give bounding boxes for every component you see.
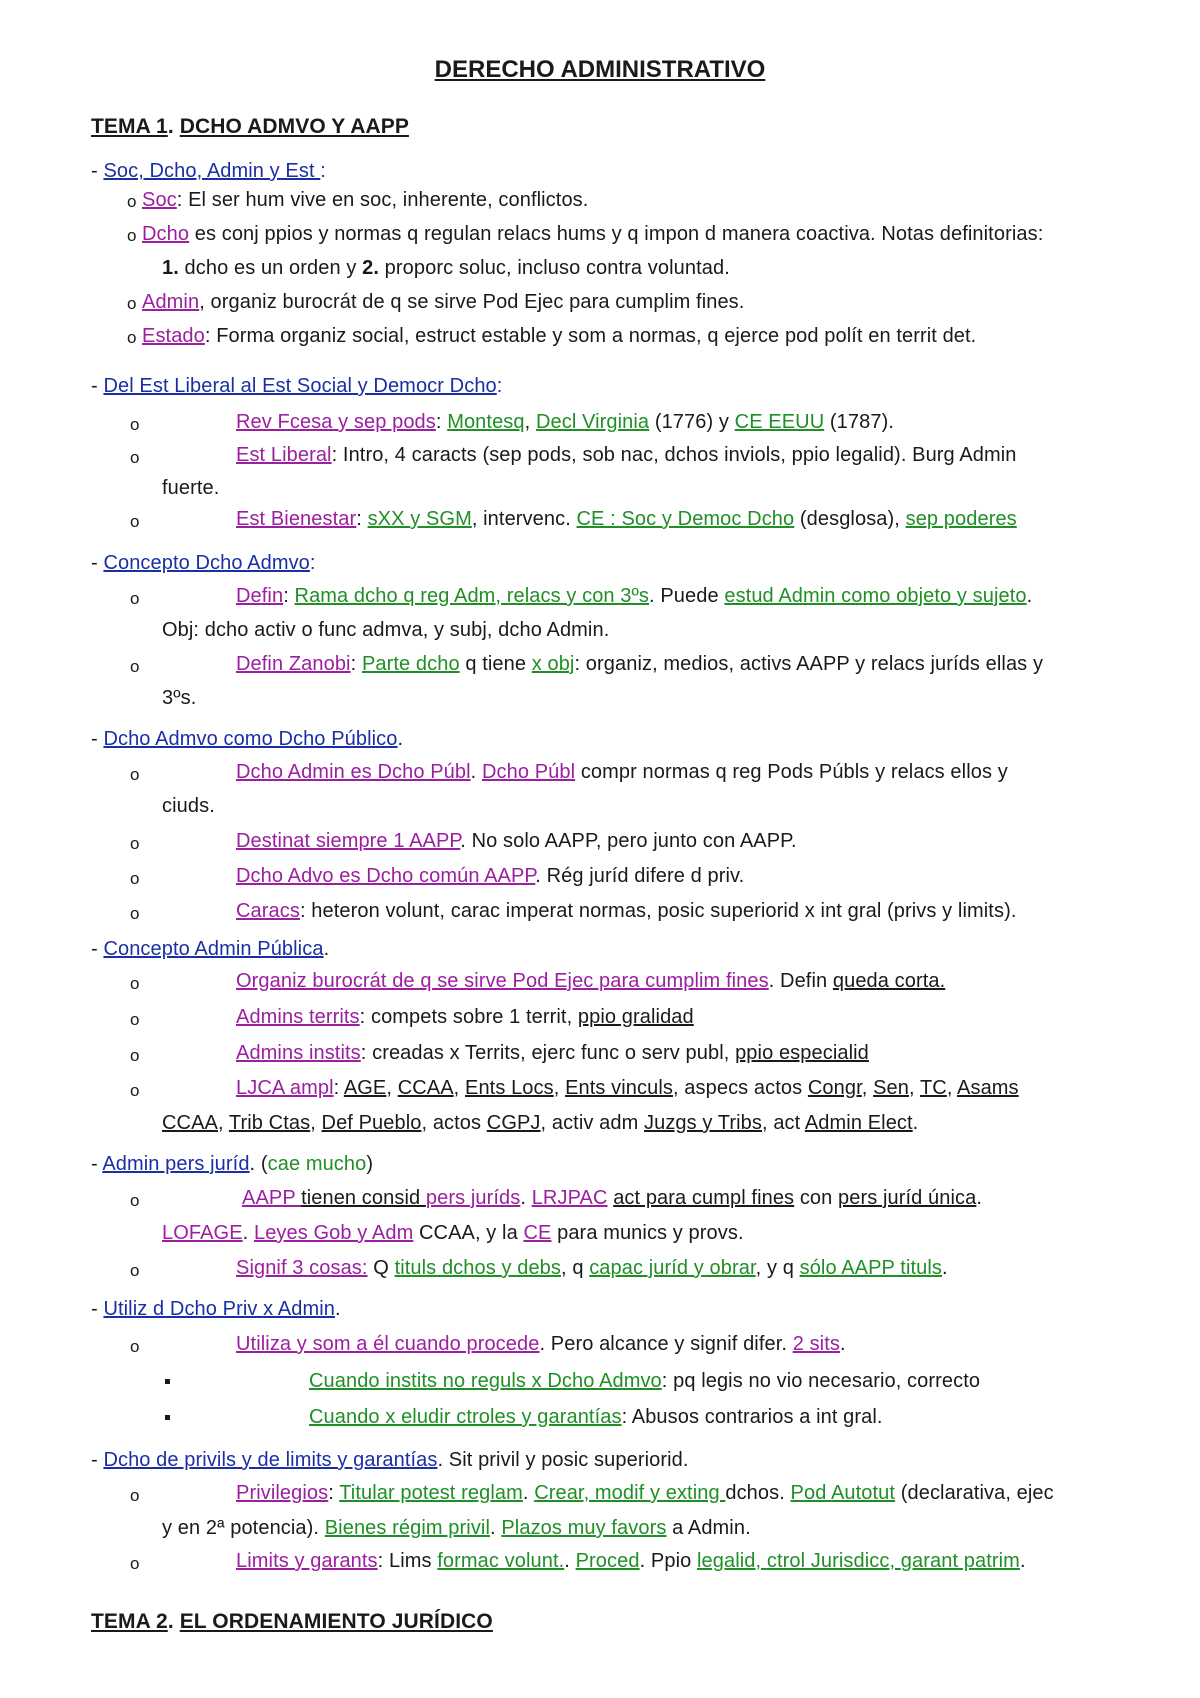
underlined-text: Ents vinculs <box>565 1077 673 1099</box>
text: : creadas x Territs, ejerc func o serv publ, <box>360 1042 736 1064</box>
circle-bullet: o <box>130 1337 140 1356</box>
text: . Defin <box>768 970 833 992</box>
term-link[interactable]: Cuando x eludir ctroles y garantías <box>309 1406 622 1428</box>
circle-bullet: o <box>130 1191 140 1210</box>
tema-2-number: TEMA 2 <box>91 1610 168 1633</box>
square-bullet <box>165 1415 170 1420</box>
tema-2-heading <box>91 1610 493 1634</box>
list-item-continuation <box>162 1516 751 1540</box>
term-link[interactable]: Est Bienestar <box>236 508 357 530</box>
section-utiliz-dcho-priv <box>91 1297 341 1321</box>
dash-bullet: - <box>91 728 98 750</box>
term-link[interactable]: Leyes Gob y Adm <box>253 1222 414 1244</box>
section-admin-pers-jurid <box>91 1152 373 1176</box>
list-item <box>236 410 894 434</box>
term-link[interactable]: Privilegios <box>236 1482 329 1504</box>
text: y en 2ª potencia). <box>162 1517 325 1539</box>
term-link[interactable]: Utiliza y som a él cuando procede <box>236 1333 540 1355</box>
term-link[interactable]: Estado <box>142 325 205 347</box>
text: . <box>242 1222 254 1244</box>
term-link[interactable]: Crear, modif y exting <box>534 1482 726 1504</box>
circle-bullet: o <box>130 589 140 608</box>
text: dchos. <box>725 1482 791 1504</box>
circle-bullet: o <box>130 657 140 676</box>
section-concepto-admin-publica <box>91 937 329 961</box>
section-link[interactable]: Del Est Liberal al Est Social y Democr Dcho <box>103 375 497 397</box>
circle-bullet: o <box>130 869 140 888</box>
term-link[interactable]: Admin <box>142 291 200 313</box>
circle-bullet: o <box>130 1261 140 1280</box>
circle-bullet: o <box>130 1554 140 1573</box>
text: . No solo AAPP, pero junto con AAPP. <box>460 830 797 852</box>
item-text: , organiz burocrát de q se sirve Pod Ejec para cumplim fines. <box>199 291 745 313</box>
term-link[interactable]: sep poderes <box>905 508 1017 530</box>
section-link[interactable]: Admin pers juríd <box>102 1153 250 1175</box>
list-item <box>236 829 797 853</box>
circle-bullet: o <box>127 226 137 245</box>
underlined-text: Sen <box>873 1077 909 1099</box>
list-item <box>142 324 976 348</box>
term-link[interactable]: Admins instits <box>236 1042 361 1064</box>
term-link[interactable]: Proced <box>575 1550 640 1572</box>
underlined-text: pers juríd única <box>838 1187 977 1209</box>
text: : pq legis no vio necesario, correcto <box>661 1370 981 1392</box>
list-item-continuation <box>162 1221 744 1245</box>
text: , act <box>762 1112 805 1134</box>
term-link[interactable]: Rev Fcesa y sep pods <box>236 411 436 433</box>
underlined-text: TC <box>919 1077 947 1099</box>
list-item <box>236 864 744 888</box>
term-link[interactable]: Defin <box>236 585 284 607</box>
term-link[interactable]: pers juríds <box>425 1187 521 1209</box>
underlined-text: Def Pueblo <box>321 1112 422 1134</box>
text: , intervenc. <box>471 508 577 530</box>
underlined-text: CGPJ <box>486 1112 541 1134</box>
note-text: cae mucho <box>267 1153 367 1175</box>
text: : <box>356 508 368 530</box>
term-link[interactable]: Admins territs <box>236 1006 360 1028</box>
tema-1-name: DCHO ADMVO Y AAPP <box>179 115 409 138</box>
text: Q <box>367 1257 395 1279</box>
underlined-text: Trib Ctas <box>228 1112 311 1134</box>
text: . Ppio <box>639 1550 697 1572</box>
text: , <box>453 1077 465 1099</box>
text: (declarativa, ejec <box>895 1482 1054 1504</box>
text: (1776) y <box>649 411 735 433</box>
list-item-continuation: 3ºs. <box>162 687 197 709</box>
square-bullet <box>165 1379 170 1384</box>
section-link[interactable]: Concepto Admin Pública <box>103 938 324 960</box>
underlined-text: Congr <box>807 1077 862 1099</box>
term-link[interactable]: LRJPAC <box>531 1187 608 1209</box>
text: . Puede <box>649 585 725 607</box>
text: : <box>350 653 362 675</box>
text: a Admin. <box>666 1517 751 1539</box>
underlined-text: ppio gralidad <box>577 1006 694 1028</box>
term-link[interactable]: Dcho Públ <box>481 761 576 783</box>
dash-bullet: - <box>91 160 98 182</box>
circle-bullet: o <box>130 415 140 434</box>
text: . <box>564 1550 576 1572</box>
list-item <box>236 1332 846 1356</box>
text: con <box>794 1187 839 1209</box>
underlined-text: queda corta. <box>832 970 946 992</box>
text: . <box>470 761 482 783</box>
underlined-text: CCAA <box>162 1112 218 1134</box>
term-link[interactable]: x obj <box>531 653 575 675</box>
section-link[interactable]: Concepto Dcho Admvo <box>103 552 310 574</box>
term-link[interactable]: AAPP <box>242 1187 302 1209</box>
text: : <box>333 1077 344 1099</box>
term-link[interactable]: ctrol Jurisdicc, <box>766 1550 901 1572</box>
text: : Abusos contrarios a int gral. <box>621 1406 883 1428</box>
circle-bullet: o <box>130 1046 140 1065</box>
text: . <box>942 1257 948 1279</box>
text: : Lims <box>377 1550 438 1572</box>
text: . Pero alcance y signif difer. <box>539 1333 793 1355</box>
underlined-text: ppio especialid <box>735 1042 869 1064</box>
list-item <box>236 899 1016 923</box>
underlined-text: Admin Elect <box>804 1112 913 1134</box>
term-link[interactable]: Dcho <box>142 223 190 245</box>
tema-1-number: TEMA 1 <box>91 115 168 138</box>
list-item <box>242 1186 982 1210</box>
list-item <box>236 1005 694 1029</box>
dot: . <box>335 1298 341 1320</box>
dash-bullet: - <box>91 1449 98 1471</box>
circle-bullet: o <box>130 1486 140 1505</box>
text: : <box>435 411 448 433</box>
text: . <box>839 1333 846 1355</box>
underlined-text: Asams <box>957 1077 1019 1099</box>
circle-bullet: o <box>130 448 140 467</box>
text: , activ adm <box>540 1112 644 1134</box>
section-est-liberal-social <box>91 374 502 398</box>
term-link[interactable]: capac juríd y obrar <box>589 1257 756 1279</box>
dash-bullet: - <box>91 375 98 397</box>
item-text: proporc soluc, incluso contra voluntad. <box>379 257 730 279</box>
section-dcho-admvo-publico <box>91 727 403 751</box>
section-link[interactable]: Soc, Dcho, Admin y Est <box>103 160 321 182</box>
term-link[interactable]: Titular potest reglam <box>339 1482 523 1504</box>
text: , <box>217 1112 229 1134</box>
term-link[interactable]: Dcho Admin es Dcho Públ <box>236 761 471 783</box>
term-link[interactable]: CE : Soc y Democ Dcho <box>576 508 795 530</box>
term-link[interactable]: Caracs <box>236 900 300 922</box>
text: . <box>490 1517 502 1539</box>
text: : Intro, 4 caracts (sep pods, sob nac, dchos inviols, ppio legalid). Burg Admin <box>331 444 1017 466</box>
text: , <box>524 411 536 433</box>
text: , y q <box>755 1257 800 1279</box>
term-link[interactable]: estud Admin como objeto y sujeto <box>724 585 1027 607</box>
section-link[interactable]: Dcho de privils y de limits y garantías <box>103 1449 438 1471</box>
text: : <box>283 585 295 607</box>
term-link[interactable]: 2 sits <box>792 1333 840 1355</box>
text: . Sit privil y posic superiorid. <box>437 1449 689 1471</box>
text: , <box>553 1077 566 1099</box>
dot: . <box>397 728 404 750</box>
section-dcho-privils-limits <box>91 1448 689 1472</box>
term-link[interactable]: Cuando instits no reguls x Dcho Admvo <box>309 1370 662 1392</box>
number: 1. <box>162 257 179 279</box>
circle-bullet: o <box>127 294 137 313</box>
list-item <box>236 507 1017 531</box>
underlined-text: act para cumpl fines <box>613 1187 795 1209</box>
text: , actos <box>421 1112 487 1134</box>
dash-bullet: - <box>91 1153 98 1175</box>
term-link[interactable]: Montesq <box>447 411 525 433</box>
circle-bullet: o <box>130 834 140 853</box>
text: , <box>908 1077 920 1099</box>
term-link[interactable]: Parte dcho <box>361 653 460 675</box>
text: . <box>522 1482 535 1504</box>
circle-bullet: o <box>127 192 137 211</box>
number: 2. <box>362 257 380 279</box>
underlined-text: AGE <box>343 1077 387 1099</box>
sub-list-item <box>309 1405 883 1429</box>
list-item-continuation: Obj: dcho activ o func admva, y subj, dcho Admin. <box>162 619 610 641</box>
text: , <box>310 1112 322 1134</box>
text: , <box>946 1077 958 1099</box>
term-link[interactable]: sólo AAPP tituls <box>799 1257 943 1279</box>
tema-1-heading <box>91 115 409 139</box>
item-text: : El ser hum vive en soc, inherente, conflictos. <box>176 189 589 211</box>
list-item <box>236 1549 1026 1573</box>
dash-bullet: - <box>91 938 98 960</box>
item-text: es conj ppios y normas q regulan relacs hums y q impon d manera coactiva. Notas definitorias: <box>189 223 1044 245</box>
list-item <box>236 969 945 993</box>
text: (desglosa), <box>794 508 906 530</box>
term-link[interactable]: Organiz burocrát de q se sirve Pod Ejec para cumplim fines <box>236 970 769 992</box>
list-item-continuation <box>162 256 730 280</box>
list-item <box>236 1481 1054 1505</box>
term-link[interactable]: Destinat siempre 1 AAPP <box>236 830 461 852</box>
circle-bullet: o <box>130 904 140 923</box>
term-link[interactable]: Signif 3 cosas: <box>236 1257 368 1279</box>
term-link[interactable]: CE <box>523 1222 552 1244</box>
text: , <box>861 1077 874 1099</box>
list-item <box>236 652 1043 676</box>
list-item <box>142 188 588 212</box>
sub-list-item <box>309 1369 980 1393</box>
list-item <box>236 584 1032 608</box>
text: . <box>912 1112 919 1134</box>
term-link[interactable]: Pod Autotut <box>790 1482 896 1504</box>
text: ) <box>366 1153 374 1175</box>
term-link[interactable]: Bienes régim privil <box>324 1517 491 1539</box>
list-item <box>236 760 1008 784</box>
text: CCAA, y la <box>413 1222 524 1244</box>
text: para munics y provs. <box>551 1222 744 1244</box>
list-item-continuation: ciuds. <box>162 795 215 817</box>
tema-2-name: EL ORDENAMIENTO JURÍDICO <box>179 1610 493 1633</box>
item-text: dcho es un orden y <box>178 257 363 279</box>
term-link[interactable]: Est Liberal <box>236 444 332 466</box>
list-item-continuation <box>162 1111 918 1135</box>
term-link[interactable]: Plazos muy favors <box>501 1517 667 1539</box>
section-link[interactable]: Utiliz d Dcho Priv x Admin <box>103 1298 335 1320</box>
colon: : <box>309 552 316 574</box>
text: : heteron volunt, carac imperat normas, posic superiorid x int gral (privs y limits). <box>299 900 1017 922</box>
term-link[interactable]: garant patrim <box>900 1550 1020 1572</box>
text: . <box>520 1187 532 1209</box>
text: : <box>328 1482 340 1504</box>
term-link[interactable]: legalid, <box>697 1550 767 1572</box>
text: . <box>1019 1550 1026 1572</box>
text: compr normas q reg Pods Públs y relacs ellos y <box>575 761 1008 783</box>
dot: . <box>323 938 330 960</box>
text: : organiz, medios, activs AAPP y relacs juríds ellas y <box>574 653 1044 675</box>
colon: : <box>496 375 503 397</box>
circle-bullet: o <box>130 512 140 531</box>
term-link[interactable]: Dcho Advo es Dcho común AAPP <box>236 865 536 887</box>
list-item <box>236 1256 948 1280</box>
circle-bullet: o <box>130 765 140 784</box>
text: , q <box>561 1257 590 1279</box>
section-link[interactable]: Dcho Admvo como Dcho Público <box>103 728 398 750</box>
term-link[interactable]: formac volunt. <box>437 1550 565 1572</box>
dash-bullet: - <box>91 552 98 574</box>
item-text: : Forma organiz social, estruct estable y som a normas, q ejerce pod polít en territ det. <box>204 325 977 347</box>
list-item <box>142 222 1043 246</box>
term-link[interactable]: Rama dcho q reg Adm, relacs y con 3ºs <box>294 585 650 607</box>
underlined-text: Ents Locs <box>465 1077 554 1099</box>
list-item <box>236 443 1017 467</box>
text: (1787). <box>824 411 894 433</box>
text: . <box>1026 585 1033 607</box>
underlined-text: CCAA <box>397 1077 454 1099</box>
dash-bullet: - <box>91 1298 98 1320</box>
underlined-text: tienen consid <box>301 1187 426 1209</box>
text: : compets sobre 1 territ, <box>359 1006 578 1028</box>
circle-bullet: o <box>127 328 137 347</box>
term-link[interactable]: Limits y garants <box>236 1550 378 1572</box>
list-item <box>236 1076 1019 1100</box>
tema-2-dot: . <box>167 1610 174 1633</box>
term-link[interactable]: Defin Zanobi <box>236 653 351 675</box>
term-link[interactable]: tituls dchos y debs <box>394 1257 561 1279</box>
text: . Rég juríd difere d priv. <box>535 865 745 887</box>
list-item-continuation: fuerte. <box>162 477 220 499</box>
circle-bullet: o <box>130 1081 140 1100</box>
text: . ( <box>249 1153 268 1175</box>
section-soc-dcho-admin-est <box>91 159 326 183</box>
section-concepto-dcho-admvo <box>91 551 316 575</box>
term-link[interactable]: sXX y SGM <box>367 508 472 530</box>
text: , <box>386 1077 398 1099</box>
document-title: DERECHO ADMINISTRATIVO <box>434 56 766 83</box>
list-item <box>236 1041 869 1065</box>
text: . <box>976 1187 983 1209</box>
term-link[interactable]: LJCA ampl <box>236 1077 334 1099</box>
list-item <box>142 290 744 314</box>
text: q tiene <box>459 653 532 675</box>
circle-bullet: o <box>130 974 140 993</box>
term-link[interactable]: CE EEUU <box>734 411 825 433</box>
term-link[interactable]: LOFAGE <box>162 1222 243 1244</box>
term-link[interactable]: Soc <box>142 189 177 211</box>
tema-1-dot: . <box>167 115 174 138</box>
colon: : <box>320 160 326 182</box>
term-link[interactable]: Decl Virginia <box>535 411 650 433</box>
circle-bullet: o <box>130 1010 140 1029</box>
text: , aspecs actos <box>672 1077 808 1099</box>
underlined-text: Juzgs y Tribs <box>644 1112 762 1134</box>
